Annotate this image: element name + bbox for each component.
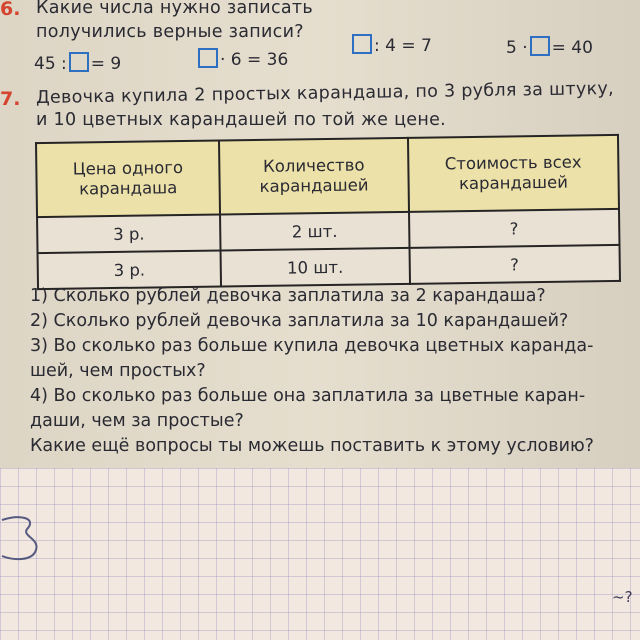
- answer-box: [352, 34, 372, 54]
- task-7-text-line2: и 10 цветных карандашей по той же цене.: [36, 110, 447, 130]
- price-table: [35, 134, 621, 290]
- header-quantity: Количество карандашей: [219, 138, 409, 215]
- table-header-row: [36, 135, 619, 217]
- table-cell: 10 шт.: [221, 248, 410, 287]
- equation-3: : 4 = 7: [350, 34, 432, 56]
- task-6-number: 6.: [0, 0, 21, 20]
- task-6-text-line1: Какие числа нужно записать: [36, 0, 313, 18]
- extra-question: Какие ещё вопросы ты можешь поставить к этому условию?: [30, 436, 594, 456]
- table-cell: ?: [409, 245, 620, 284]
- table-cell: 3 р.: [37, 215, 221, 254]
- notebook-corner-mark: ~?: [612, 588, 633, 606]
- question-1: 1) Сколько рублей девочка заплатила за 2 карандаша?: [30, 286, 546, 306]
- answer-box: [198, 48, 218, 68]
- table-row: [38, 245, 620, 289]
- equation-4: 5 · = 40: [506, 38, 593, 58]
- table-cell: 2 шт.: [220, 212, 409, 251]
- table-cell: ?: [409, 209, 620, 248]
- question-4-cont: даши, чем за простые?: [30, 411, 244, 431]
- pencil-scribble-icon: [0, 510, 60, 570]
- question-4: 4) Во сколько раз больше она заплатила за цветные каран-: [30, 386, 586, 406]
- question-2: 2) Сколько рублей девочка заплатила за 10 карандашей?: [30, 311, 569, 331]
- task-6-text-line2: получились верные записи?: [36, 22, 304, 42]
- question-3: 3) Во сколько раз больше купила девочка цветных каранда-: [30, 336, 594, 356]
- answer-box: [69, 52, 89, 72]
- notebook-paper: [0, 468, 640, 640]
- header-price: Цена одного карандаша: [36, 141, 220, 218]
- equation-1: 45 : = 9: [34, 54, 122, 74]
- header-total-cost: Стоимость всех карандашей: [408, 135, 619, 212]
- answer-box: [530, 36, 550, 56]
- equation-2: · 6 = 36: [196, 48, 288, 70]
- table-cell: 3 р.: [38, 251, 222, 290]
- task-7-number: 7.: [0, 88, 21, 110]
- task-7-text-line1: Девочка купила 2 простых карандаша, по 3 рубля за штуку,: [35, 78, 615, 108]
- question-list: [30, 284, 630, 459]
- question-3-cont: шей, чем простых?: [30, 361, 206, 381]
